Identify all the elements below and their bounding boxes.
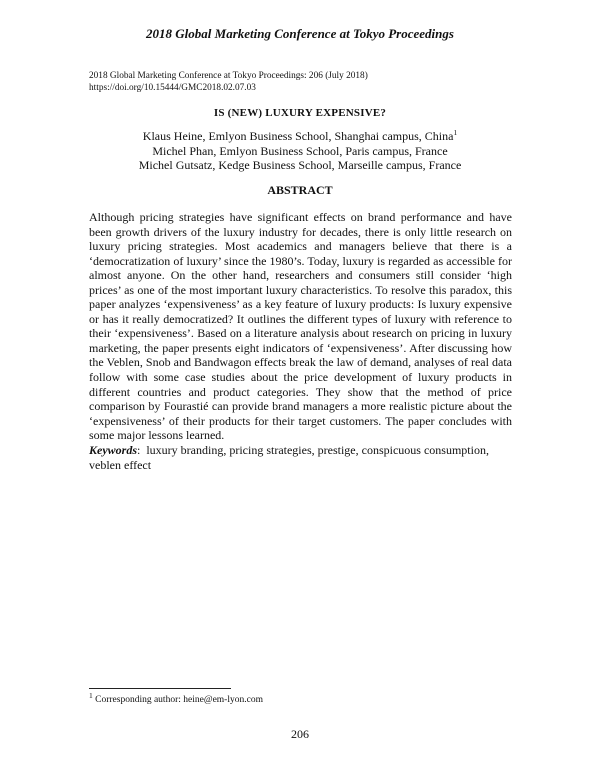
citation-block — [89, 70, 529, 94]
keywords-label: Keywords — [89, 443, 137, 457]
author-line — [0, 129, 600, 144]
running-head: 2018 Global Marketing Conference at Tokyo Proceedings — [146, 26, 454, 41]
author-text: Michel Phan, Emlyon Business School, Paris campus, France — [152, 143, 448, 158]
author-line — [0, 144, 600, 159]
keywords-text: luxury branding, pricing strategies, prestige, conspicuous consumption, — [146, 443, 489, 457]
keywords-line: veblen effect — [89, 457, 152, 472]
keywords-line — [89, 443, 512, 458]
paper-title: IS (NEW) LUXURY EXPENSIVE? — [213, 107, 387, 119]
abstract-heading: ABSTRACT — [267, 183, 333, 197]
footnote-marker: 1 — [453, 128, 458, 137]
author-text: Michel Gutsatz, Kedge Business School, Marseille campus, France — [138, 158, 462, 173]
author-text: Klaus Heine, Emlyon Business School, Shanghai campus, China — [142, 129, 454, 143]
page-number: 206 — [291, 727, 309, 741]
footnote-number: 1 — [89, 690, 93, 700]
footnote-rule — [89, 688, 231, 689]
keywords-block — [89, 443, 512, 472]
doi-line: https://doi.org/10.15444/GMC2018.02.07.03 — [89, 83, 256, 93]
footnote-text: Corresponding author: heine@em-lyon.com — [95, 695, 263, 705]
citation-line: 2018 Global Marketing Conference at Tokyo Proceedings: 206 (July 2018) — [89, 71, 368, 81]
abstract-body: Although pricing strategies have significant effects on brand performance and have been growth drivers of the luxury industry for decades, there is only little research on luxury pricing strategies. Most academics and managers believe that there is a ‘democratization of luxury’ since the 1980’s. Today, luxury is regarded as accessible for almost anyone. On the other hand, researchers and consumers still consider ‘high prices’ as one of the most important luxury characteristics. To resolve this paradox, this paper analyzes ‘expensiveness’ as a key feature of luxury products: Is luxury expensive or has it really democratized? It outlines the different types of luxury with reference to their ‘expensiveness’. Based on a literature analysis about research on pricing in luxury marketing, the paper presents eight indicators of ‘expensiveness’. After discussing how the Veblen, Snob and Bandwagon effects break the law of demand, analyses of real data follow with some case studies about the price development of luxury products in different countries and product categories. They show that the method of price comparison by Fourastié can provide brand managers a more realistic picture about the ‘expensiveness’ of their products for their target customers. The paper concludes with some major lessons learned. — [89, 210, 512, 443]
author-list — [0, 129, 600, 173]
footnote — [89, 690, 512, 706]
keywords-separator: : — [137, 443, 141, 457]
author-line — [0, 158, 600, 173]
